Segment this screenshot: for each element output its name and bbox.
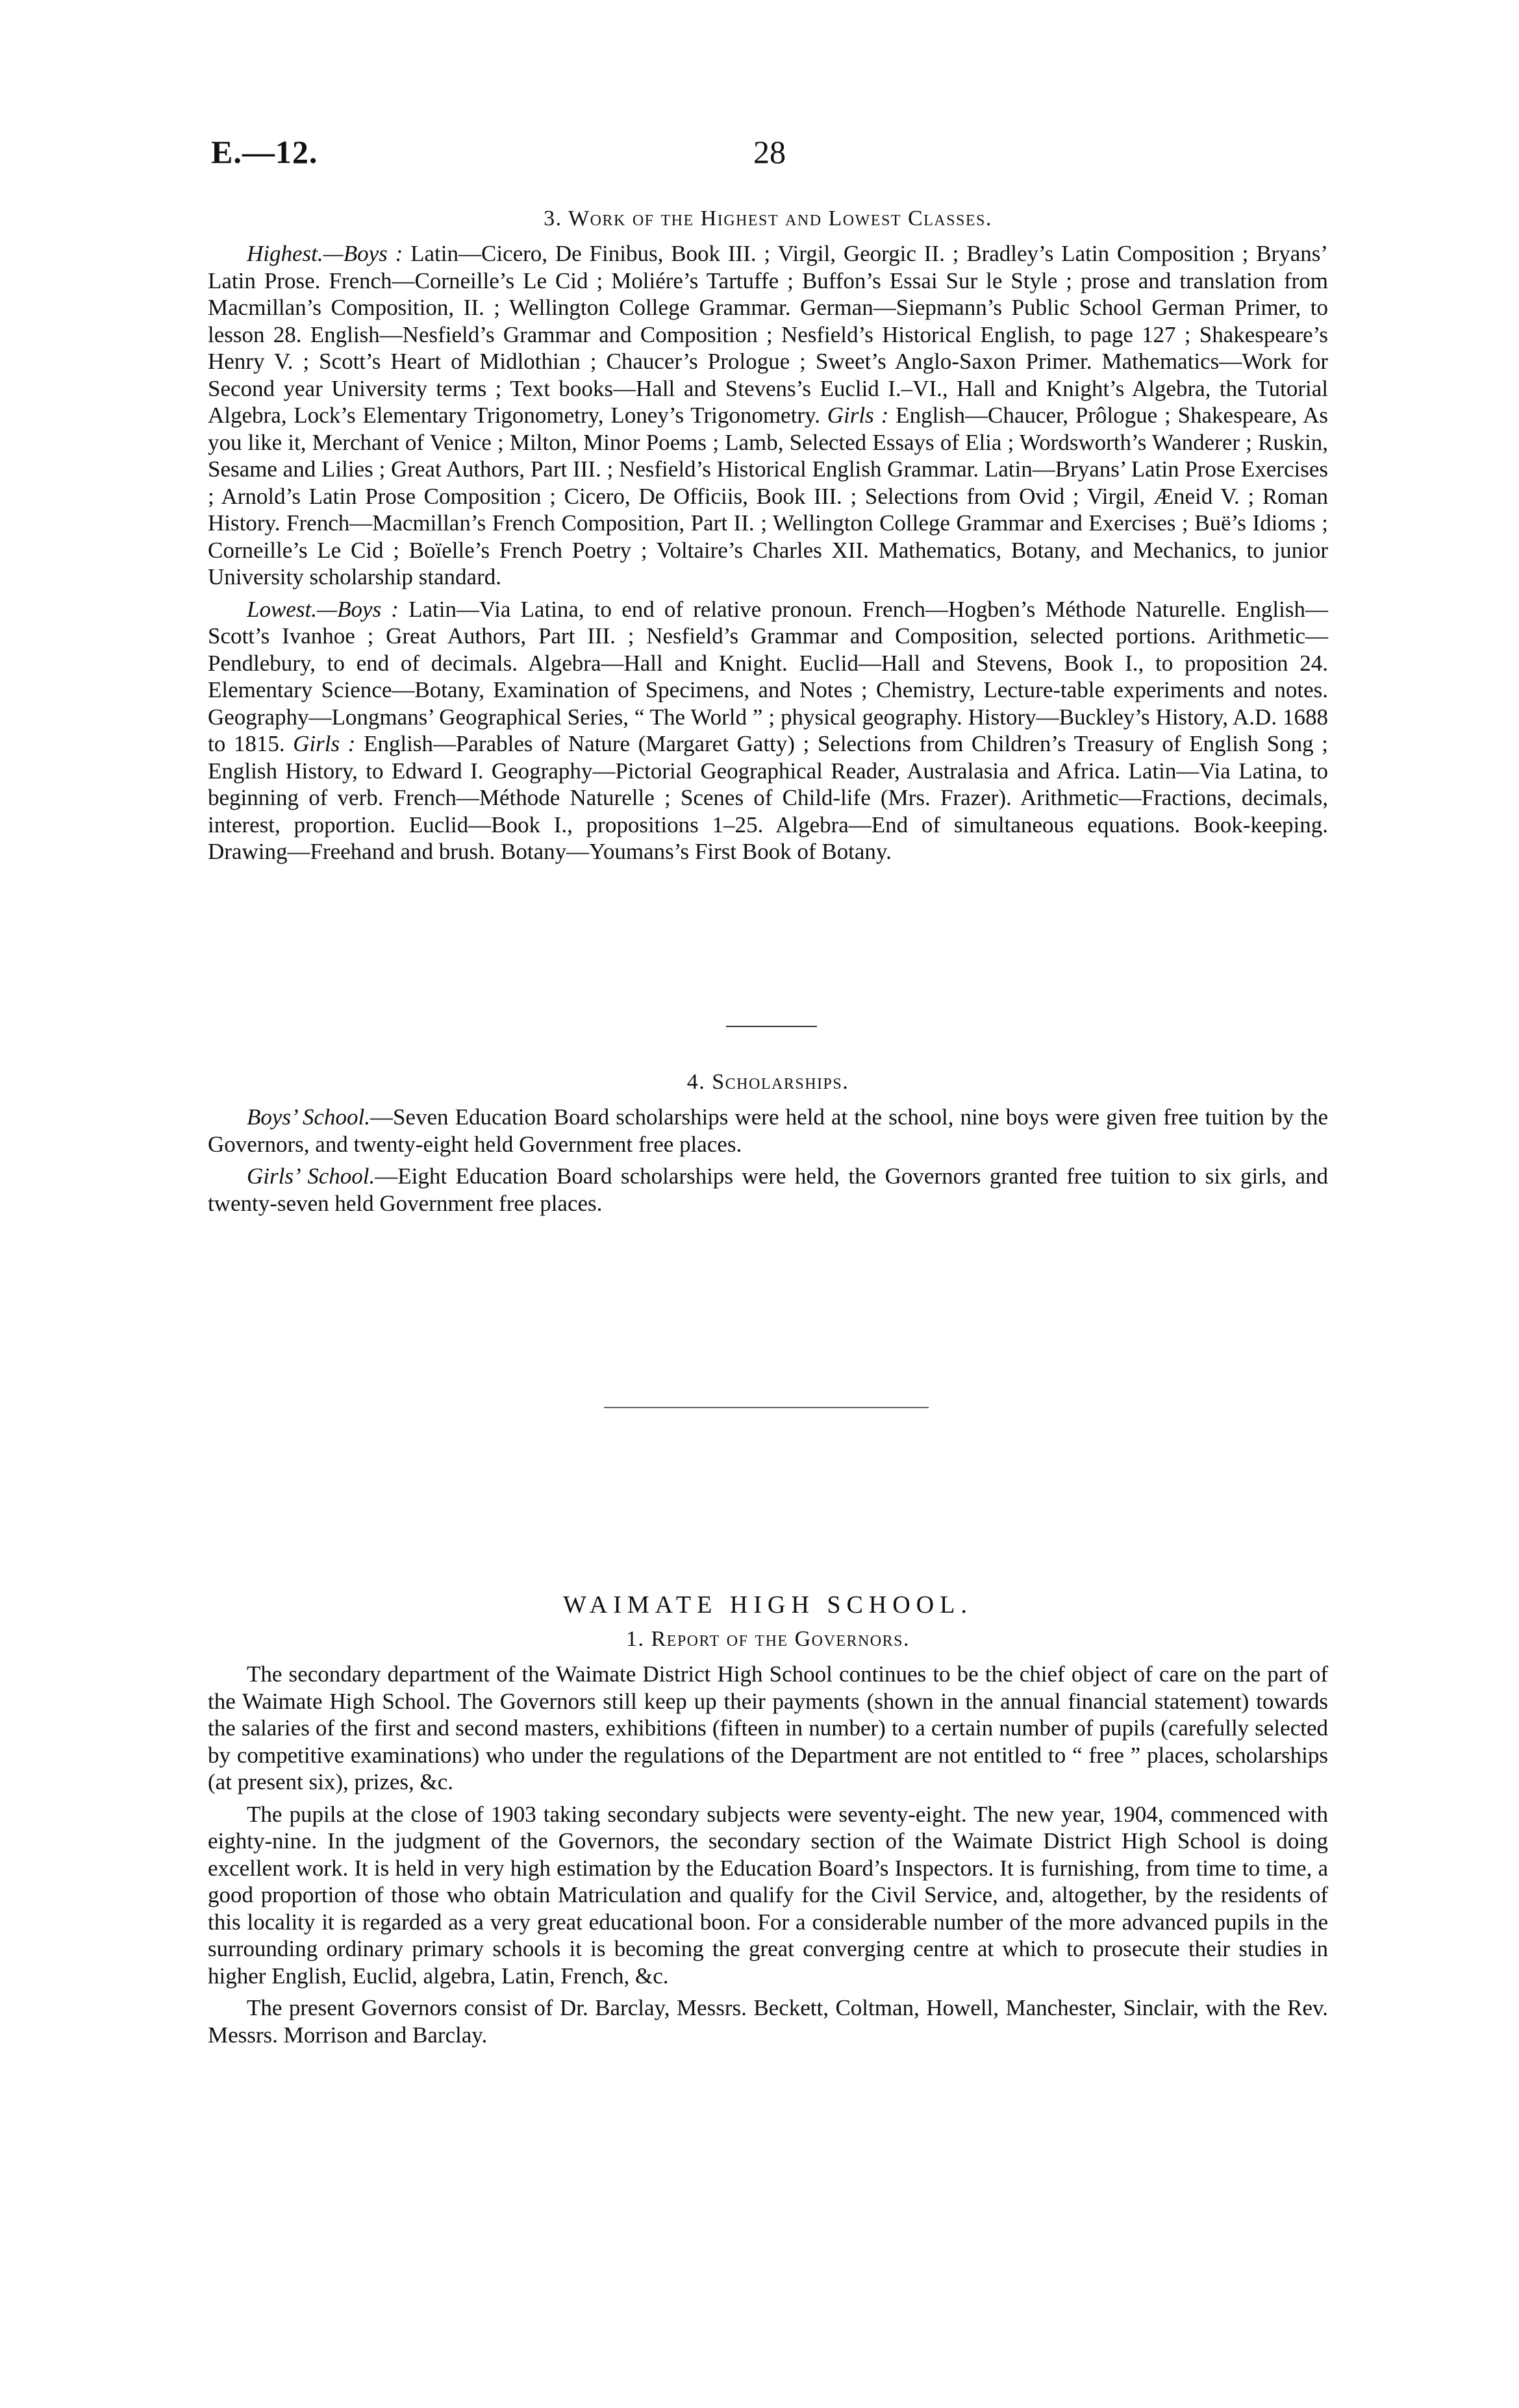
report-paragraph: The present Governors consist of Dr. Barclay, Messrs. Beckett, Coltman, Howell, Manchester, Sinclair, with the Rev. Messrs. Morrison and Barclay.: [208, 1995, 1328, 2048]
section-waimate-high-school: [208, 1591, 1328, 2054]
school-title: WAIMATE HIGH SCHOOL.: [563, 1591, 973, 1619]
girls-school-text: —Eight Education Board scholarships were held, the Governors granted free tuition to six girls, and twenty-seven held Government free places.: [208, 1163, 1329, 1216]
section-title: 4. Scholarships.: [686, 1070, 849, 1094]
lowest-boys-label: —Boys :: [316, 596, 399, 622]
report-paragraph: The pupils at the close of 1903 taking secondary subjects were seventy-eight. The new year, 1904, commenced with eighty-nine. In the judgment of the Governors, the secondary section of the Waimate District High School is doing excellent work. It is held in very high estimation by the Education Board’s Inspectors. It is furnishing, from time to time, a good proportion of those who obtain Matriculation and qualify for the Civil Service, and, altogether, by the residents of this locality it is regarded as a very great educational boon. For a considerable number of the more advanced pupils in the surrounding ordinary primary schools it is becoming the great converging centre at which to prosecute their studies in higher English, Euclid, algebra, Latin, French, &c.: [208, 1801, 1328, 1989]
girls-school-lead: Girls’ School.: [247, 1163, 375, 1189]
highest-boys-text: Latin—Cicero, De Finibus, Book III. ; Virgil, Georgic II. ; Bradley’s Latin Composition ; Bryans’ Latin Prose. French—Corneille’s Le Cid ; Moliére’s Tartuffe ; Buffon’s Essai Sur le Style ; prose and translation from Macmillan’s Composition, II. ; Wellington College Grammar. German—Siepmann’s Public School German Primer, to lesson 28. English—Nesfield’s Grammar and Composition ; Nesfield’s Historical English, to page 127 ; Shakespeare’s Henry V. ; Scott’s Heart of Midlothian ; Chaucer’s Prologue ; Sweet’s Anglo-Saxon Primer. Mathematics—Work for Second year University terms ; Text books—Hall and Stevens’s Euclid I.–VI., Hall and Knight’s Algebra, the Tutorial Algebra, Lock’s Elementary Trigonometry, Loney’s Trigonometry.: [208, 241, 1328, 428]
boys-school-paragraph: [208, 1104, 1328, 1158]
lowest-classes-paragraph: [208, 596, 1328, 865]
boys-school-text: —Seven Education Board scholarships were held at the school, nine boys were given free tuition by the Governors, and twenty-eight held Government free places.: [208, 1104, 1328, 1157]
boys-school-lead: Boys’ School.: [247, 1104, 370, 1130]
highest-girls-label: Girls :: [827, 403, 889, 428]
document-code: E.—12.: [211, 134, 318, 170]
school-divider: [604, 1407, 929, 1408]
highest-classes-paragraph: [208, 240, 1328, 591]
girls-school-paragraph: [208, 1163, 1328, 1217]
highest-lead: Highest.: [247, 241, 323, 266]
lowest-girls-text: English—Parables of Nature (Margaret Gatty) ; Selections from Children’s Treasury of English Song ; English History, to Edward I. Geography—Pictorial Geographical Reader, Australasia and Africa. Latin—Via Latina, to beginning of verb. French—Méthode Naturelle ; Scenes of Child-life (Mrs. Frazer). Arithmetic—Fractions, decimals, interest, proportion. Euclid—Book I., propositions 1–25. Algebra—End of simultaneous equations. Book-keeping. Drawing—Freehand and brush. Botany—Youmans’s First Book of Botany.: [208, 731, 1328, 864]
highest-boys-label: —Boys :: [323, 241, 403, 266]
lowest-lead: Lowest.: [247, 596, 317, 622]
section-title: 3. Work of the Highest and Lowest Classes.: [544, 206, 992, 230]
page-number: 28: [753, 134, 786, 170]
section-divider: [726, 1026, 817, 1027]
lowest-girls-label: Girls :: [293, 731, 356, 756]
section-scholarships: [208, 1070, 1328, 1222]
report-title: 1. Report of the Governors.: [626, 1627, 910, 1651]
report-paragraph: The secondary department of the Waimate District High School continues to be the chief object of care on the part of the Waimate High School. The Governors still keep up their payments (shown in the annual financial statement) towards the salaries of the first and second masters, exhibitions (fifteen in number) to a certain number of pupils (carefully selected by competitive examinations) who under the regulations of the Department are not entitled to “ free ” places, scholarships (at present six), prizes, &c.: [208, 1661, 1328, 1794]
page-header: [211, 133, 1328, 185]
lowest-boys-text: Latin—Via Latina, to end of relative pronoun. French—Hogben’s Méthode Naturelle. English—Scott’s Ivanhoe ; Great Authors, Part III. ; Nesfield’s Grammar and Composition, selected portions. Arithmetic—Pendlebury, to end of decimals. Algebra—Hall and Knight. Euclid—Hall and Stevens, Book I., to proposition 24. Elementary Science—Botany, Examination of Specimens, and Notes ; Chemistry, Lecture-table experiments and notes. Geography—Longmans’ Geographical Series, “ The World ” ; physical geography. History—Buckley’s History, A.D. 1688 to 1815.: [208, 596, 1328, 756]
highest-girls-text: English—Chaucer, Prôlogue ; Shakespeare, As you like it, Merchant of Venice ; Milton, Minor Poems ; Lamb, Selected Essays of Elia ; Wordsworth’s Wanderer ; Ruskin, Sesame and Lilies ; Great Authors, Part III. ; Nesfield’s Historical English Grammar. Latin—Bryans’ Latin Prose Exercises ; Arnold’s Latin Prose Composition ; Cicero, De Officiis, Book III. ; Selections from Ovid ; Virgil, Æneid V. ; Roman History. French—Macmillan’s French Composition, Part II. ; Wellington College Grammar and Exercises ; Buë’s Idioms ; Corneille’s Le Cid ; Boïelle’s French Poetry ; Voltaire’s Charles XII. Mathematics, Botany, and Mechanics, to junior University scholarship standard.: [208, 403, 1328, 590]
section-work-of-classes: [208, 206, 1328, 871]
